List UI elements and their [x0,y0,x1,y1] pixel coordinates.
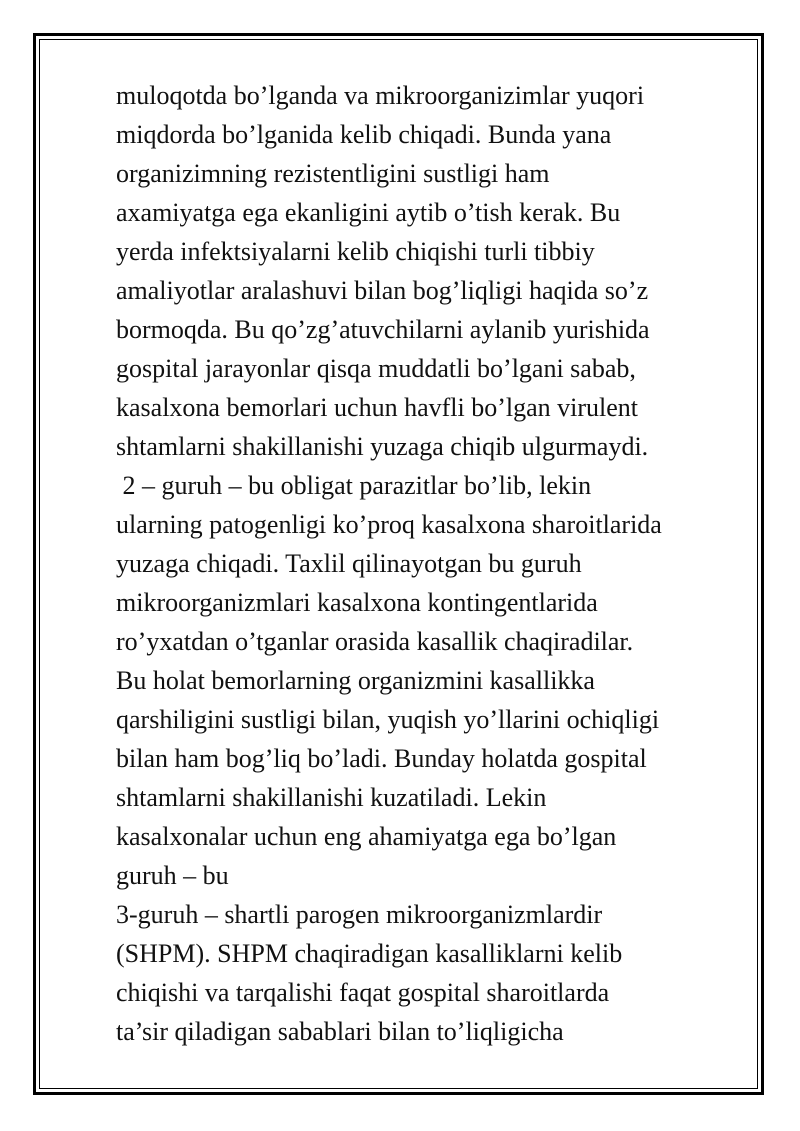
text-line: mikroorganizmlari kasalxona kontingentlarida [116,588,598,617]
text-line: shtamlarni shakillanishi yuzaga chiqib ulgurmaydi. [116,432,649,461]
text-line: muloqotda bo’lganda va mikroorganizimlar yuqori [116,81,645,110]
text-line: yuzaga chiqadi. Taxlil qilinayotgan bu guruh [116,549,582,578]
text-line: 2 – guruh – bu obligat parazitlar bo’lib, lekin [116,471,592,500]
text-line: gospital jarayonlar qisqa muddatli bo’lgani sabab, [116,354,636,383]
text-line: ta’sir qiladigan sabablari bilan to’liqligicha [116,1017,564,1046]
text-line: (SHPM). SHPM chaqiradigan kasalliklarni kelib [116,939,623,968]
text-line: bilan ham bog’liq bo’ladi. Bunday holatda gospital [116,744,647,773]
text-line: chiqishi va tarqalishi faqat gospital sharoitlarda [116,978,610,1007]
text-line: yerda infektsiyalarni kelib chiqishi turli tibbiy [116,237,595,266]
text-line: guruh – bu [116,861,229,890]
text-line: 3-guruh – shartli parogen mikroorganizmlardir [116,900,603,929]
text-line: bormoqda. Bu qo’zg’atuvchilarni aylanib yurishida [116,315,650,344]
text-line: ro’yxatdan o’tganlar orasida kasallik chaqiradilar. [116,627,634,656]
text-line: organizimning rezistentligini sustligi ham [116,159,550,188]
text-line: miqdorda bo’lganida kelib chiqadi. Bunda yana [116,120,612,149]
text-line: qarshiligini sustligi bilan, yuqish yo’llarini ochiqligi [116,705,660,734]
text-line: amaliyotlar aralashuvi bilan bog’liqligi haqida so’z [116,276,649,305]
text-line: ularning patogenligi ko’proq kasalxona sharoitlarida [116,510,662,539]
text-line: shtamlarni shakillanishi kuzatiladi. Lekin [116,783,547,812]
text-line: kasalxonalar uchun eng ahamiyatga ega bo’lgan [116,822,617,851]
text-line: kasalxona bemorlari uchun havfli bo’lgan virulent [116,393,639,422]
text-line: Bu holat bemorlarning organizmini kasallikka [116,666,595,695]
body-text [116,76,756,1051]
text-line: axamiyatga ega ekanligini aytib o’tish kerak. Bu [116,198,621,227]
